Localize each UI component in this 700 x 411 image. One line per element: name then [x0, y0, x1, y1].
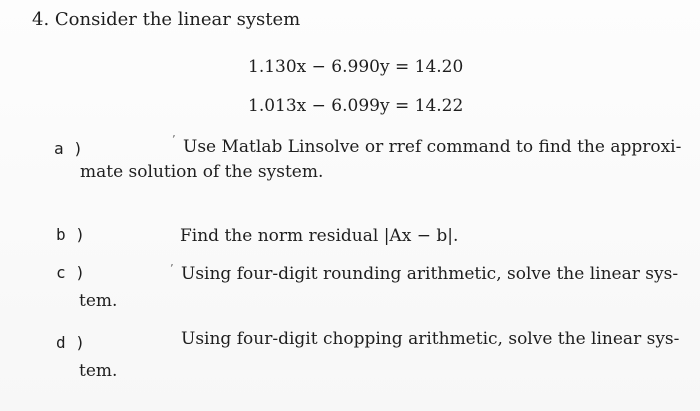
- equation-2: 1.013x − 6.099y = 14.22: [248, 96, 464, 116]
- part-d-label: d ): [56, 333, 85, 352]
- part-c-text-line1: Using four-digit rounding arithmetic, solve the linear sys-: [181, 264, 679, 284]
- part-b-label: b ): [56, 225, 85, 244]
- question-title: 4. Consider the linear system: [32, 9, 301, 30]
- equation-1: 1.130x − 6.990y = 14.20: [248, 57, 464, 77]
- part-b-text-line1: Find the norm residual |Ax − b|.: [180, 226, 459, 246]
- scan-tick-mark: ’: [172, 133, 176, 146]
- part-c-label: c ): [56, 263, 85, 282]
- part-a-text-line1: Use Matlab Linsolve or rref command to find the approxi-: [183, 137, 682, 157]
- part-a-text-line2: mate solution of the system.: [80, 162, 324, 182]
- part-d-text-line1: Using four-digit chopping arithmetic, solve the linear sys-: [181, 329, 680, 349]
- scan-tick-mark: ’: [170, 262, 174, 275]
- part-a-label: a ): [54, 139, 83, 158]
- part-c-text-line2: tem.: [79, 291, 118, 311]
- part-d-text-line2: tem.: [79, 361, 118, 381]
